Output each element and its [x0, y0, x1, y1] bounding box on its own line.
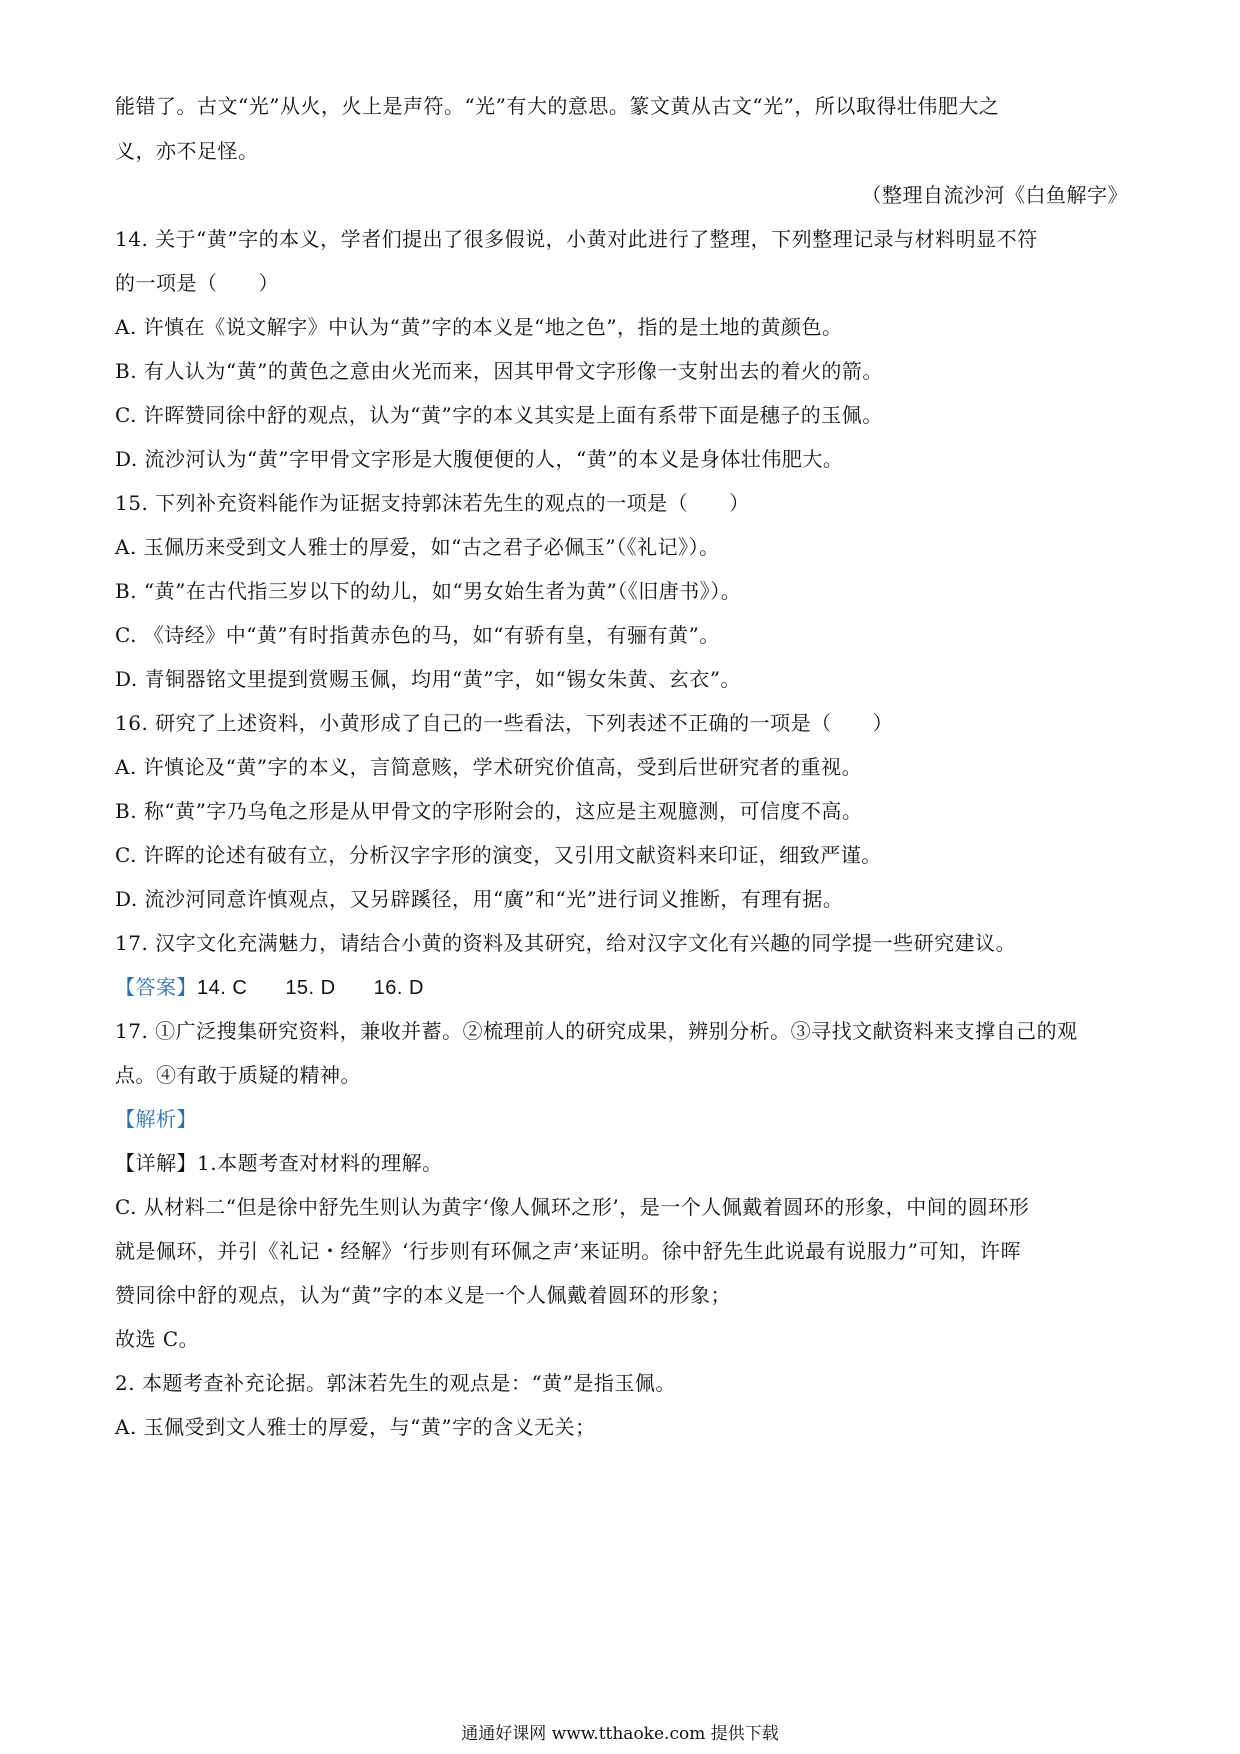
paragraph-line: 义，亦不足怪。 [115, 139, 259, 163]
question-16-option-c: C. 许晖的论述有破有立，分析汉字字形的演变，又引用文献资料来印证，细致严谨。 [115, 843, 882, 867]
detail-line: 2. 本题考查补充论据。郭沫若先生的观点是：“黄”是指玉佩。 [115, 1371, 676, 1395]
question-16-option-b: B. 称“黄”字乃乌龟之形是从甲骨文的字形附会的，这应是主观臆测，可信度不高。 [115, 799, 863, 823]
answer-tag: 【答案】 [115, 975, 197, 999]
detail-line: 赞同徐中舒的观点，认为“黄”字的本义是一个人佩戴着圆环的形象； [115, 1283, 731, 1307]
question-16-stem: 16. 研究了上述资料，小黄形成了自己的一些看法，下列表述不正确的一项是（ ） [115, 711, 894, 735]
detail-line: A. 玉佩受到文人雅士的厚爱，与“黄”字的含义无关； [115, 1415, 596, 1439]
answer-14: 14. C [197, 977, 248, 999]
detail-line: 就是佩环，并引《礼记・经解》‘行步则有环佩之声’来证明。徐中舒先生此说最有说服力”可知，许晖 [115, 1239, 1021, 1263]
question-14-stem: 14. 关于“黄”字的本义，学者们提出了很多假说，小黄对此进行了整理，下列整理记录与材料明显不符 [115, 227, 1038, 251]
question-15-option-a: A. 玉佩历来受到文人雅士的厚爱，如“古之君子必佩玉”（《礼记》）。 [115, 535, 720, 559]
answer-17-line: 17. ①广泛搜集研究资料，兼收并蓄。②梳理前人的研究成果，辨别分析。③寻找文献资料来支撑自己的观 [115, 1019, 1078, 1043]
question-15-option-c: C. 《诗经》中“黄”有时指黄赤色的马，如“有骄有皇，有骊有黄”。 [115, 623, 720, 647]
answer-15: 15. D [285, 977, 336, 999]
question-14-option-a: A. 许慎在《说文解字》中认为“黄”字的本义是“地之色”，指的是土地的黄颜色。 [115, 315, 843, 339]
question-14-stem-cont: 的一项是（ ） [115, 271, 279, 295]
answer-16: 16. D [373, 977, 424, 999]
question-15-option-b: B. “黄”在古代指三岁以下的幼儿，如“男女始生者为黄”（《旧唐书》）。 [115, 579, 742, 603]
source-citation: （整理自流沙河《白鱼解字》 [861, 183, 1128, 207]
paragraph-line: 能错了。古文“光”从火，火上是声符。“光”有大的意思。篆文黄从古文“光”，所以取得壮伟肥大之 [115, 94, 1000, 118]
answer-line [115, 973, 1135, 1002]
question-17-stem: 17. 汉字文化充满魅力，请结合小黄的资料及其研究，给对汉字文化有兴趣的同学提一些研究建议。 [115, 931, 1017, 955]
question-15-option-d: D. 青铜器铭文里提到赏赐玉佩，均用“黄”字，如“锡女朱黄、玄衣”。 [115, 667, 741, 691]
question-15-stem: 15. 下列补充资料能作为证据支持郭沫若先生的观点的一项是（ ） [115, 491, 750, 515]
detail-line: 故选 C。 [115, 1327, 200, 1351]
question-14-option-d: D. 流沙河认为“黄”字甲骨文字形是大腹便便的人，“黄”的本义是身体壮伟肥大。 [115, 447, 844, 471]
detail-line: 【详解】1.本题考查对材料的理解。 [115, 1151, 443, 1175]
question-16-option-a: A. 许慎论及“黄”字的本义，言简意赅，学术研究价值高，受到后世研究者的重视。 [115, 755, 863, 779]
page-footer: 通通好课网 www.tthaoke.com 提供下载 [461, 1724, 779, 1744]
analysis-tag: 【解析】 [115, 1107, 197, 1131]
question-14-option-c: C. 许晖赞同徐中舒的观点，认为“黄”字的本义其实是上面有系带下面是穗子的玉佩。 [115, 403, 883, 427]
analysis-heading [115, 1105, 1135, 1133]
question-14-option-b: B. 有人认为“黄”的黄色之意由火光而来，因其甲骨文字形像一支射出去的着火的箭。 [115, 359, 883, 383]
question-16-option-d: D. 流沙河同意许慎观点，又另辟蹊径，用“廣”和“光”进行词义推断，有理有据。 [115, 887, 844, 911]
detail-line: C. 从材料二“但是徐中舒先生则认为黄字‘像人佩环之形’，是一个人佩戴着圆环的形象，中间的圆环形 [115, 1195, 1030, 1219]
answer-17-line-cont: 点。④有敢于质疑的精神。 [115, 1063, 361, 1087]
